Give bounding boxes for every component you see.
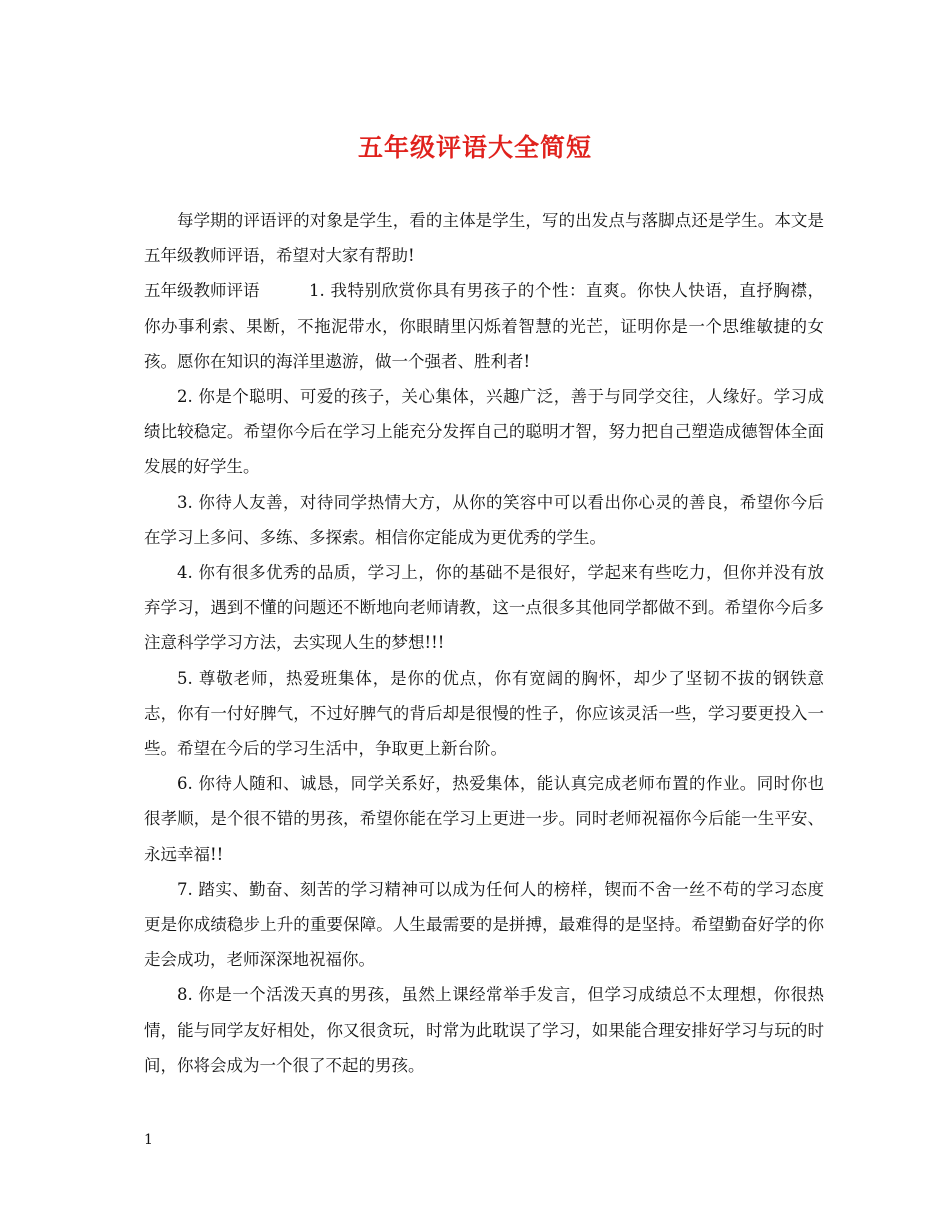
comment-item-5: 5. 尊敬老师，热爱班集体，是你的优点，你有宽阔的胸怀，却少了坚韧不拔的钢铁意志，你有一付好脾气，不过好脾气的背后却是很慢的性子，你应该灵活一些，学习要更投入一些。希望在今后的学习生活中，争取更上新台阶。 — [144, 668, 824, 759]
document-title: 五年级评语大全简短 — [357, 133, 592, 162]
comment-item-3: 3. 你待人友善，对待同学热情大方，从你的笑容中可以看出你心灵的善良，希望你今后在学习上多问、多练、多探索。相信你定能成为更优秀的学生。 — [144, 492, 824, 547]
intro-paragraph: 每学期的评语评的对象是学生，看的主体是学生，写的出发点与落脚点还是学生。本文是五年级教师评语，希望对大家有帮助! — [144, 211, 824, 266]
comment-item-8: 8. 你是一个活泼天真的男孩，虽然上课经常举手发言，但学习成绩总不太理想，你很热情，能与同学友好相处，你又很贪玩，时常为此耽误了学习，如果能合理安排好学习与玩的时间，你将会成为一个很了不起的男孩。 — [144, 985, 824, 1075]
comment-item-6: 6. 你待人随和、诚恳，同学关系好，热爱集体，能认真完成老师布置的作业。同时你也很孝顺，是个很不错的男孩，希望你能在学习上更进一步。同时老师祝福你今后能一生平安、永远幸福!! — [144, 774, 824, 864]
comment-item-4: 4. 你有很多优秀的品质，学习上，你的基础不是很好，学起来有些吃力，但你并没有放弃学习，遇到不懂的问题还不断地向老师请教，这一点很多其他同学都做不到。希望你今后多注意科学学习方法，去实现人生的梦想!!! — [144, 563, 824, 653]
comment-item-7: 7. 踏实、勤奋、刻苦的学习精神可以成为任何人的榜样，锲而不舍一丝不苟的学习态度更是你成绩稳步上升的重要保障。人生最需要的是拼搏，最难得的是坚持。希望勤奋好学的你走会成功，老师深深地祝福你。 — [144, 879, 824, 970]
page-number: 1 — [144, 1132, 153, 1148]
section-label: 五年级教师评语 — [144, 281, 260, 301]
first-comment-paragraph — [144, 273, 824, 379]
document-body — [144, 203, 824, 1083]
comment-item-1: 1. 我特别欣赏你具有男孩子的个性：直爽。你快人快语，直抒胸襟，你办事利索、果断，不拖泥带水，你眼睛里闪烁着智慧的光芒，证明你是一个思维敏捷的女孩。愿你在知识的海洋里遨游，做一个强者、胜利者! — [144, 281, 824, 371]
comment-item-2: 2. 你是个聪明、可爱的孩子，关心集体，兴趣广泛，善于与同学交往，人缘好。学习成绩比较稳定。希望你今后在学习上能充分发挥自己的聪明才智，努力把自己塑造成德智体全面发展的好学生。 — [144, 387, 824, 477]
